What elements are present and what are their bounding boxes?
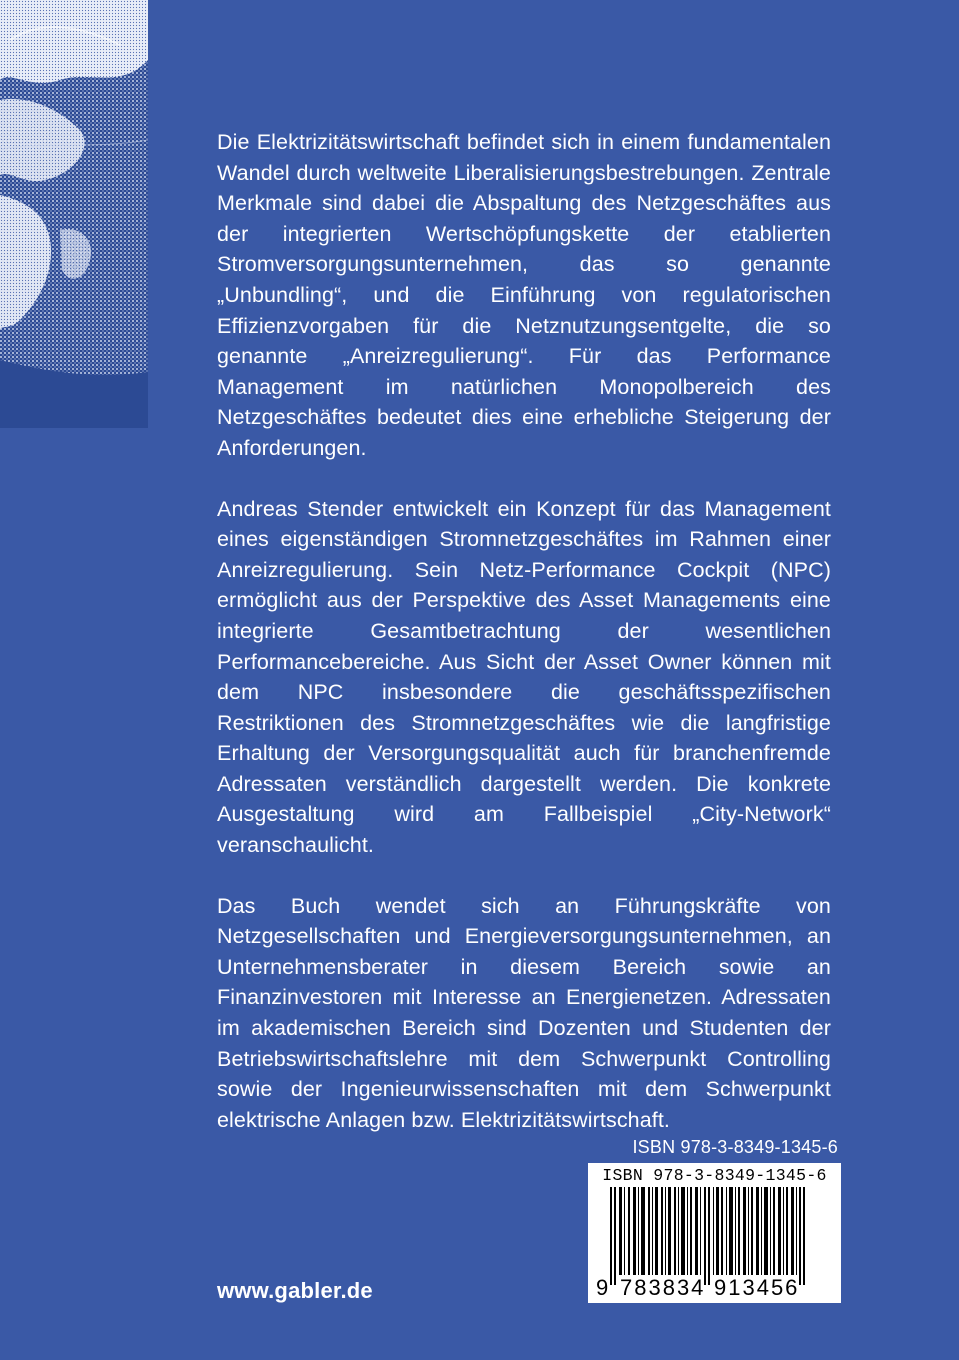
barcode-digits-right: 913456 xyxy=(714,1275,800,1300)
paragraph-intro: Die Elektrizitätswirtschaft befindet sich in einem fundamentalen Wandel durch weltweite Liberalisierungsbestrebungen. Zentrale Merkmale sind dabei die Abspaltung des Netzgeschäftes aus der integrierten Wertschöpfungskette der etablierten Stromversorgungsunternehmen, das so genannte „Unbundling“, und die Einführung von regulatorischen Effizienzvorgaben für die Netznutzungsentgelte, die so genannte „Anreizregulierung“. Für das Performance Management im natürlichen Monopolbereich des Netzgeschäftes bedeutet dies eine erhebliche Steigerung der Anforderungen. xyxy=(217,130,831,460)
isbn-label: ISBN 978-3-8349-1345-6 xyxy=(632,1137,838,1157)
back-cover-text xyxy=(217,127,831,1165)
barcode-digit-lead: 9 xyxy=(596,1275,609,1300)
publisher-url[interactable]: www.gabler.de xyxy=(217,1278,373,1303)
globe-image xyxy=(0,0,148,428)
paragraph-audience: Das Buch wendet sich an Führungskräfte von Netzgesellschaften und Energieversorgungsunternehmen, an Unternehmensberater in diesem Bereich sowie an Finanzinvestoren mit Interesse an Energienetzen. Adressaten im akademischen Bereich sind Dozenten und Studenten der Betriebswirtschaftslehre mit dem Schwerpunkt Controlling sowie der Ingenieurwissenschaften mit dem Schwerpunkt elektrische Anlagen bzw. Elektrizitätswirtschaft. xyxy=(217,893,831,1132)
barcode xyxy=(588,1163,841,1303)
paragraph-concept: Andreas Stender entwickelt ein Konzept für das Management eines eigenständigen Stromnetzgeschäftes im Rahmen einer Anreizregulierung. Sein Netz-Performance Cockpit (NPC) ermöglicht aus der Perspektive des Asset Managements eine integrierte Gesamtbetrachtung der wesentlichen Performancebereiche. Aus Sicht der Asset Owner können mit dem NPC insbesondere die geschäftsspezifischen Restriktionen des Stromnetzgeschäftes wie die langfristige Erhaltung der Versorgungsqualität auch für branchenfremde Adressaten verständlich dargestellt werden. Die konkrete Ausgestaltung wird am Fallbeispiel „City-Network“ veranschaulicht. xyxy=(217,496,831,858)
barcode-digits-left: 783834 xyxy=(620,1275,706,1300)
barcode-isbn-text: ISBN 978-3-8349-1345-6 xyxy=(602,1166,827,1185)
